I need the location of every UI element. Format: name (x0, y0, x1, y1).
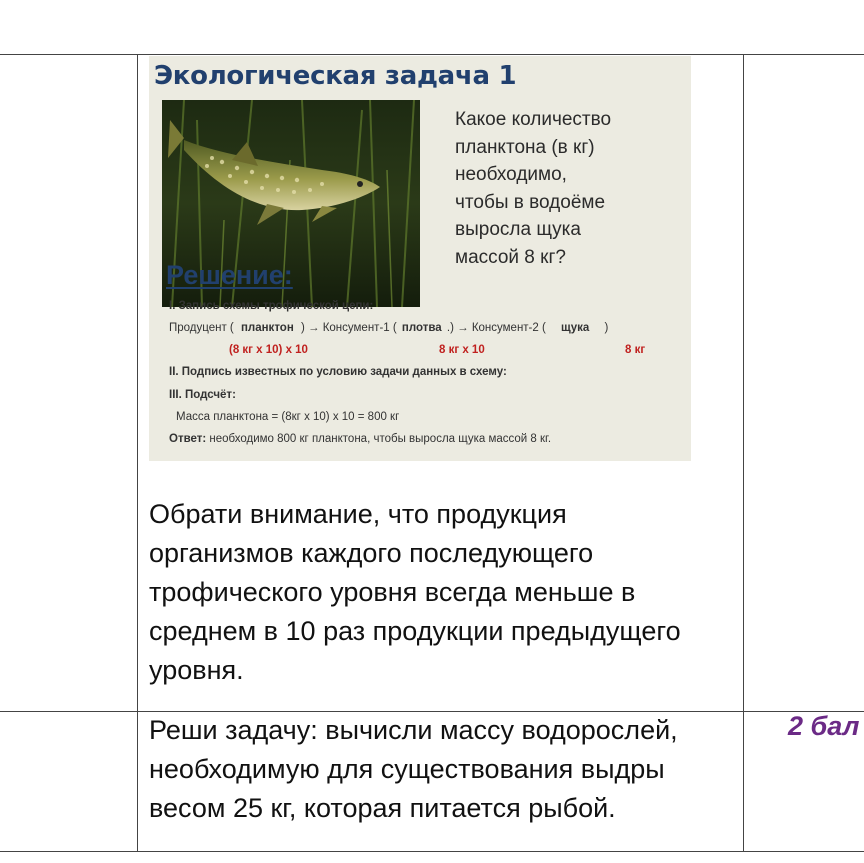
question-text: Какое количество планктона (в кг) необходимо, чтобы в водоёме выросла щука массой 8 кг? (455, 109, 612, 268)
task-paragraph: Реши задачу: вычисли массу водорослей, необходимую для существования выдры весом 25 кг, которая питается рыбой. (149, 715, 678, 823)
mass-consumer-1: 8 кг х 10 (439, 344, 485, 356)
chain-consumer-1: плотва (401, 322, 442, 334)
chain-producer-open: Продуцент ( (169, 322, 234, 334)
step-3-text: III. Подсчёт: (169, 389, 236, 401)
step-2-text: II. Подпись известных по условию задачи данных в схему: (169, 366, 507, 378)
slide-title: Экологическая задача 1 (154, 61, 517, 91)
chain-arrow-2: .) → Консумент-2 ( (446, 322, 546, 334)
answer-text: необходимо 800 кг планктона, чтобы выросла щука массой 8 кг. (206, 433, 552, 445)
table-bottom-border (0, 851, 864, 852)
mass-producer: (8 кг х 10) х 10 (229, 344, 308, 356)
column-divider-left (137, 54, 138, 852)
chain-consumer-2: щука (561, 322, 590, 334)
task-slide-image (149, 56, 691, 461)
answer-line (169, 433, 551, 445)
step-1-text: I. Запись схемы трофической цепи: (169, 300, 374, 312)
trophic-chain (169, 322, 608, 334)
mass-consumer-2: 8 кг (625, 344, 646, 356)
chain-arrow-1: ) → Консумент-1 ( (300, 322, 397, 334)
note-paragraph: Обрати внимание, что продукция организмов каждого последующего трофического уровня всегда меньше в среднем в 10 раз продукции предыдущего уровня. (149, 499, 681, 685)
calculation-text: Масса планктона = (8кг х 10) х 10 = 800 кг (176, 411, 400, 423)
answer-label: Ответ: (169, 433, 207, 445)
table-top-border (0, 54, 864, 55)
score-label: 2 бал (788, 711, 860, 741)
chain-close: ) (604, 322, 609, 334)
chain-producer: планктон (240, 322, 294, 334)
solution-heading: Решение: (166, 260, 293, 290)
column-divider-right (743, 54, 744, 852)
